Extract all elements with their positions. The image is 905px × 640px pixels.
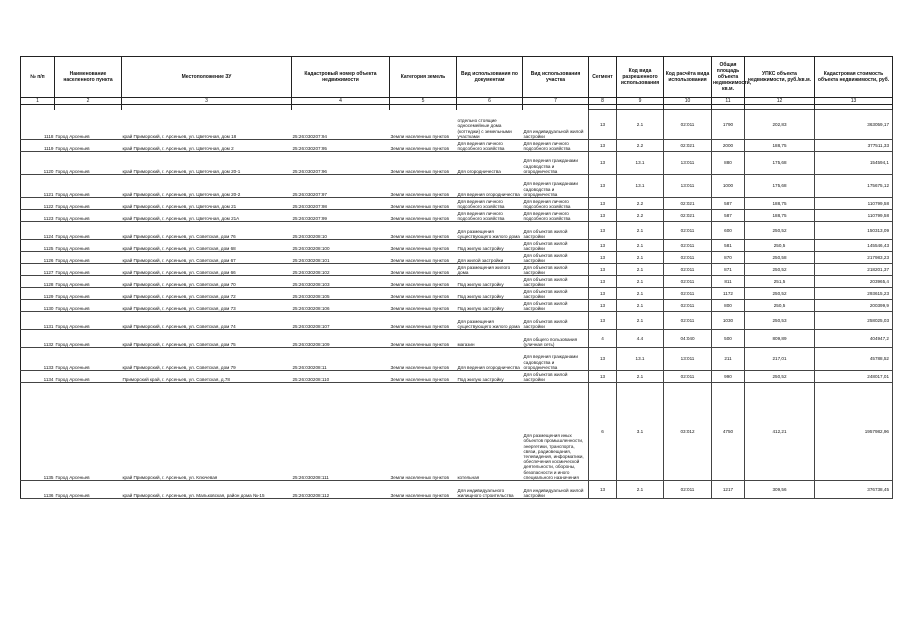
use-code-cell: 2.1: [617, 110, 664, 140]
segment-cell: 13: [589, 152, 617, 175]
table-row: [21, 481, 893, 499]
actual-use-cell: Для объектов жилой застройки: [523, 300, 589, 312]
header-cell: Кадастровая стоимость объекта недвижимости, руб.: [815, 57, 893, 98]
calc-code-cell: 02:011: [664, 240, 712, 252]
city-cell: Город Арсеньев: [55, 152, 122, 175]
cadastral-number-cell: 25:26:030208:10: [292, 222, 390, 240]
cadastral-cost-cell: 376738,45: [815, 481, 893, 499]
doc-use-cell: отдельно стоящие односемейные дома (коттеджи) с земельными участками: [457, 110, 523, 140]
area-cell: 1030: [712, 312, 745, 330]
segment-cell: 13: [589, 288, 617, 300]
city-cell: Город Арсеньев: [55, 276, 122, 288]
header-cell: УПКС объекта недвижимости, руб./кв.м.: [745, 57, 815, 98]
area-cell: 2000: [712, 140, 745, 152]
doc-use-cell: Под жилую застройку: [457, 288, 523, 300]
area-cell: 811: [712, 276, 745, 288]
land-category-cell: Земли населенных пунктов: [390, 383, 457, 481]
address-cell: край Приморский, г. Арсеньев, ул. Цветочная, дом 21А: [122, 210, 292, 222]
actual-use-cell: Для объектов жилой застройки: [523, 312, 589, 330]
upks-cell: 188,75: [745, 140, 815, 152]
cadastral-table-sheet: [20, 56, 892, 499]
land-category-cell: Земли населенных пунктов: [390, 252, 457, 264]
upks-cell: 175,68: [745, 152, 815, 175]
land-category-cell: Земли населенных пунктов: [390, 110, 457, 140]
cadastral-number-cell: 25:26:030208:106: [292, 300, 390, 312]
doc-use-cell: Для ведения огородничества: [457, 348, 523, 371]
doc-use-cell: Для ведения личного подсобного хозяйства: [457, 210, 523, 222]
column-number: 2: [55, 98, 122, 105]
use-code-cell: 2.1: [617, 264, 664, 276]
cadastral-cost-cell: 145546,43: [815, 240, 893, 252]
doc-use-cell: магазин: [457, 330, 523, 348]
address-cell: край Приморский, г. Арсеньев, ул. Мальковская, район дома №-15: [122, 481, 292, 499]
land-category-cell: Земли населенных пунктов: [390, 140, 457, 152]
upks-cell: 412,21: [745, 383, 815, 481]
cadastral-cost-cell: 110799,58: [815, 198, 893, 210]
segment-cell: 13: [589, 222, 617, 240]
land-category-cell: Земли населенных пунктов: [390, 300, 457, 312]
cadastral-cost-cell: 363059,17: [815, 110, 893, 140]
upks-cell: 217,01: [745, 348, 815, 371]
row-number: 1136: [21, 481, 55, 499]
cadastral-number-cell: 25:26:030207:96: [292, 152, 390, 175]
row-number: 1120: [21, 152, 55, 175]
upks-cell: 250,52: [745, 264, 815, 276]
cadastral-cost-cell: 293615,23: [815, 288, 893, 300]
header-cell: Кадастровый номер объекта недвижимости: [292, 57, 390, 98]
use-code-cell: 2.1: [617, 312, 664, 330]
doc-use-cell: Для огородничества: [457, 152, 523, 175]
use-code-cell: 2.1: [617, 371, 664, 383]
table-row: [21, 152, 893, 175]
segment-cell: 13: [589, 371, 617, 383]
actual-use-cell: Для индивидуальной жилой застройки: [523, 110, 589, 140]
calc-code-cell: 13:011: [664, 152, 712, 175]
upks-cell: 250,52: [745, 222, 815, 240]
city-cell: Город Арсеньев: [55, 348, 122, 371]
doc-use-cell: Под жилую застройку: [457, 276, 523, 288]
area-cell: 871: [712, 264, 745, 276]
actual-use-cell: Для объектов жилой застройки: [523, 276, 589, 288]
segment-cell: 13: [589, 210, 617, 222]
land-category-cell: Земли населенных пунктов: [390, 371, 457, 383]
land-category-cell: Земли населенных пунктов: [390, 276, 457, 288]
cadastral-cost-cell: 258025,03: [815, 312, 893, 330]
address-cell: край Приморский, г. Арсеньев, ул. Советская, дом 74: [122, 312, 292, 330]
cadastral-number-cell: 25:26:030208:109: [292, 330, 390, 348]
row-number: 1123: [21, 210, 55, 222]
header-cell: Вид использования участка: [523, 57, 589, 98]
cadastral-cost-cell: 248017,01: [815, 371, 893, 383]
cadastral-cost-cell: 1957982,96: [815, 383, 893, 481]
column-number: 3: [122, 98, 292, 105]
actual-use-cell: Для объектов жилой застройки: [523, 252, 589, 264]
area-cell: 4750: [712, 383, 745, 481]
land-category-cell: Земли населенных пунктов: [390, 222, 457, 240]
address-cell: край Приморский, г. Арсеньев, ул. Цветочная, дом 20-1: [122, 152, 292, 175]
actual-use-cell: Для объектов жилой застройки: [523, 264, 589, 276]
cadastral-number-cell: 25:26:030208:105: [292, 288, 390, 300]
segment-cell: 13: [589, 264, 617, 276]
cadastral-cost-cell: 175675,12: [815, 175, 893, 198]
row-number: 1135: [21, 383, 55, 481]
actual-use-cell: Для общего пользования (уличная сеть): [523, 330, 589, 348]
address-cell: край Приморский, г. Арсеньев, ул. Советская, дом 72: [122, 288, 292, 300]
calc-code-cell: 13:011: [664, 175, 712, 198]
address-cell: край Приморский, г. Арсеньев, ул. Советская, дом 76: [122, 222, 292, 240]
use-code-cell: 2.2: [617, 140, 664, 152]
use-code-cell: 13.1: [617, 348, 664, 371]
doc-use-cell: Под жилую застройку: [457, 240, 523, 252]
header-cell: № п/п: [21, 57, 55, 98]
calc-code-cell: 02:011: [664, 252, 712, 264]
column-number: 7: [523, 98, 589, 105]
row-number: 1130: [21, 300, 55, 312]
address-cell: край Приморский, г. Арсеньев, ул. Советская, дом 68: [122, 240, 292, 252]
area-cell: 600: [712, 222, 745, 240]
cadastral-number-cell: 25:26:030208:11: [292, 348, 390, 371]
cadastral-cost-cell: 154594,1: [815, 152, 893, 175]
segment-cell: 13: [589, 198, 617, 210]
area-cell: 1790: [712, 110, 745, 140]
actual-use-cell: Для ведения гражданами садоводства и огородничества: [523, 348, 589, 371]
land-category-cell: Земли населенных пунктов: [390, 152, 457, 175]
doc-use-cell: Для размещения жилого дома: [457, 264, 523, 276]
segment-cell: 4: [589, 330, 617, 348]
header-row: [21, 57, 893, 98]
cadastral-number-cell: 25:26:030207:99: [292, 210, 390, 222]
segment-cell: 13: [589, 300, 617, 312]
address-cell: край Приморский, г. Арсеньев, ул. Советская, дом 70: [122, 276, 292, 288]
upks-cell: 175,68: [745, 175, 815, 198]
column-number: 10: [664, 98, 712, 105]
use-code-cell: 2.1: [617, 300, 664, 312]
city-cell: Город Арсеньев: [55, 383, 122, 481]
calc-code-cell: 03:012: [664, 383, 712, 481]
city-cell: Город Арсеньев: [55, 264, 122, 276]
area-cell: 587: [712, 210, 745, 222]
cadastral-number-cell: 25:26:030208:111: [292, 383, 390, 481]
header-cell: Код вида разрешенного использования: [617, 57, 664, 98]
city-cell: Город Арсеньев: [55, 481, 122, 499]
actual-use-cell: Для ведения личного подсобного хозяйства: [523, 210, 589, 222]
table-body: [21, 110, 893, 499]
cadastral-cost-cell: 404947,2: [815, 330, 893, 348]
actual-use-cell: Для объектов жилой застройки: [523, 371, 589, 383]
table-row: [21, 312, 893, 330]
doc-use-cell: Для ведения личного подсобного хозяйства: [457, 140, 523, 152]
city-cell: Город Арсеньев: [55, 300, 122, 312]
row-number: 1118: [21, 110, 55, 140]
area-cell: 990: [712, 371, 745, 383]
column-number: 1: [21, 98, 55, 105]
calc-code-cell: 13:011: [664, 348, 712, 371]
city-cell: Город Арсеньев: [55, 312, 122, 330]
use-code-cell: 13.1: [617, 152, 664, 175]
land-category-cell: Земли населенных пунктов: [390, 264, 457, 276]
area-cell: 581: [712, 240, 745, 252]
doc-use-cell: Под жилую застройку: [457, 371, 523, 383]
segment-cell: 6: [589, 383, 617, 481]
cadastral-cost-cell: 110799,58: [815, 210, 893, 222]
actual-use-cell: Для ведения личного подсобного хозяйства: [523, 198, 589, 210]
table-row: [21, 175, 893, 198]
segment-cell: 13: [589, 110, 617, 140]
cadastral-number-cell: 25:26:030208:110: [292, 371, 390, 383]
land-category-cell: Земли населенных пунктов: [390, 348, 457, 371]
area-cell: 870: [712, 252, 745, 264]
table-row: [21, 383, 893, 481]
calc-code-cell: 04:040: [664, 330, 712, 348]
row-number: 1129: [21, 288, 55, 300]
header-cell: Местоположение ЗУ: [122, 57, 292, 98]
use-code-cell: 2.1: [617, 288, 664, 300]
address-cell: край Приморский, г. Арсеньев, ул. Цветочная, дом 21: [122, 198, 292, 210]
calc-code-cell: 02:021: [664, 210, 712, 222]
actual-use-cell: Для объектов жилой застройки: [523, 222, 589, 240]
column-number: 5: [390, 98, 457, 105]
upks-cell: 250,52: [745, 288, 815, 300]
upks-cell: 250,5: [745, 300, 815, 312]
column-number: 13: [815, 98, 893, 105]
area-cell: 1172: [712, 288, 745, 300]
upks-cell: 188,75: [745, 198, 815, 210]
doc-use-cell: Для ведения личного подсобного хозяйства: [457, 198, 523, 210]
calc-code-cell: 02:021: [664, 140, 712, 152]
cadastral-number-cell: 25:26:030208:103: [292, 276, 390, 288]
address-cell: край Приморский, г. Арсеньев, ул. Советская, дом 79: [122, 348, 292, 371]
row-number: 1128: [21, 276, 55, 288]
segment-cell: 13: [589, 312, 617, 330]
row-number: 1122: [21, 198, 55, 210]
table-row: [21, 276, 893, 288]
calc-code-cell: 02:011: [664, 288, 712, 300]
city-cell: Город Арсеньев: [55, 210, 122, 222]
segment-cell: 13: [589, 481, 617, 499]
actual-use-cell: Для ведения гражданами садоводства и огородничества: [523, 152, 589, 175]
address-cell: край Приморский, г. Арсеньев, ул. Цветочная, дом 20-2: [122, 175, 292, 198]
cadastral-table: [20, 56, 893, 499]
area-cell: 1217: [712, 481, 745, 499]
use-code-cell: 13.1: [617, 175, 664, 198]
cadastral-number-cell: 25:26:030208:101: [292, 252, 390, 264]
actual-use-cell: Для ведения гражданами садоводства и огородничества: [523, 175, 589, 198]
table-row: [21, 330, 893, 348]
land-category-cell: Земли населенных пунктов: [390, 198, 457, 210]
cadastral-cost-cell: 45788,52: [815, 348, 893, 371]
land-category-cell: Земли населенных пунктов: [390, 481, 457, 499]
calc-code-cell: 02:011: [664, 264, 712, 276]
cadastral-cost-cell: 218201,37: [815, 264, 893, 276]
address-cell: край Приморский, г. Арсеньев, ул. Цветочная, дом 18: [122, 110, 292, 140]
row-number: 1131: [21, 312, 55, 330]
cadastral-number-cell: 25:26:030207:95: [292, 140, 390, 152]
doc-use-cell: Для ведения огородничества: [457, 175, 523, 198]
use-code-cell: 2.2: [617, 198, 664, 210]
address-cell: край Приморский, г. Арсеньев, ул. Ключевая: [122, 383, 292, 481]
doc-use-cell: Для размещения существующего жилого дома: [457, 312, 523, 330]
table-row: [21, 371, 893, 383]
cadastral-cost-cell: 203965,4: [815, 276, 893, 288]
land-category-cell: Земли населенных пунктов: [390, 288, 457, 300]
column-number: 9: [617, 98, 664, 105]
header-cell: Категория земель: [390, 57, 457, 98]
city-cell: Город Арсеньев: [55, 288, 122, 300]
doc-use-cell: котельная: [457, 383, 523, 481]
land-category-cell: Земли населенных пунктов: [390, 330, 457, 348]
use-code-cell: 2.1: [617, 252, 664, 264]
table-row: [21, 288, 893, 300]
use-code-cell: 2.1: [617, 240, 664, 252]
actual-use-cell: Для индивидуальной жилой застройки: [523, 481, 589, 499]
land-category-cell: Земли населенных пунктов: [390, 240, 457, 252]
upks-cell: 809,89: [745, 330, 815, 348]
doc-use-cell: Для размещения существующего жилого дома: [457, 222, 523, 240]
use-code-cell: 2.1: [617, 276, 664, 288]
segment-cell: 13: [589, 348, 617, 371]
column-number: 4: [292, 98, 390, 105]
use-code-cell: 3.1: [617, 383, 664, 481]
address-cell: край Приморский, г. Арсеньев, ул. Советская, дом 75: [122, 330, 292, 348]
segment-cell: 13: [589, 276, 617, 288]
upks-cell: 188,75: [745, 210, 815, 222]
city-cell: Город Арсеньев: [55, 140, 122, 152]
actual-use-cell: Для объектов жилой застройки: [523, 240, 589, 252]
address-cell: Приморский край, г. Арсеньев, ул. Советская, д.78: [122, 371, 292, 383]
cadastral-number-cell: 25:26:030208:100: [292, 240, 390, 252]
doc-use-cell: Под жилую застройку: [457, 300, 523, 312]
calc-code-cell: 02:011: [664, 481, 712, 499]
upks-cell: 250,58: [745, 252, 815, 264]
cadastral-cost-cell: 217983,23: [815, 252, 893, 264]
row-number: 1133: [21, 348, 55, 371]
segment-cell: 13: [589, 240, 617, 252]
use-code-cell: 4.4: [617, 330, 664, 348]
row-number: 1124: [21, 222, 55, 240]
cadastral-number-cell: 25:26:030208:107: [292, 312, 390, 330]
land-category-cell: Земли населенных пунктов: [390, 175, 457, 198]
address-cell: край Приморский, г. Арсеньев, ул. Цветочная, дом 2: [122, 140, 292, 152]
header-cell: Наименование населенного пункта: [55, 57, 122, 98]
city-cell: Город Арсеньев: [55, 240, 122, 252]
land-category-cell: Земли населенных пунктов: [390, 210, 457, 222]
actual-use-cell: Для ведения личного подсобного хозяйства: [523, 140, 589, 152]
city-cell: Город Арсеньев: [55, 252, 122, 264]
row-number: 1134: [21, 371, 55, 383]
cadastral-cost-cell: 150313,09: [815, 222, 893, 240]
actual-use-cell: Для размещения иных объектов промышленности, энергетики, транспорта, связи, радиовещания, телевидения, информатики, обеспечения космической деятельности, обороны, безопасности и иного специального назначения: [523, 383, 589, 481]
cadastral-cost-cell: 200399,9: [815, 300, 893, 312]
column-number: 6: [457, 98, 523, 105]
table-row: [21, 222, 893, 240]
use-code-cell: 2.1: [617, 481, 664, 499]
row-number: 1119: [21, 140, 55, 152]
table-row: [21, 198, 893, 210]
address-cell: край Приморский, г. Арсеньев, ул. Советская, дом 73: [122, 300, 292, 312]
address-cell: край Приморский, г. Арсеньев, ул. Советская, дом 67: [122, 252, 292, 264]
column-number: 12: [745, 98, 815, 105]
use-code-cell: 2.1: [617, 222, 664, 240]
segment-cell: 13: [589, 252, 617, 264]
city-cell: Город Арсеньев: [55, 110, 122, 140]
calc-code-cell: 02:011: [664, 110, 712, 140]
upks-cell: 309,56: [745, 481, 815, 499]
calc-code-cell: 02:011: [664, 222, 712, 240]
upks-cell: 250,52: [745, 371, 815, 383]
table-row: [21, 240, 893, 252]
calc-code-cell: 02:021: [664, 198, 712, 210]
city-cell: Город Арсеньев: [55, 330, 122, 348]
upks-cell: 202,83: [745, 110, 815, 140]
upks-cell: 251,5: [745, 276, 815, 288]
table-row: [21, 300, 893, 312]
column-number: 8: [589, 98, 617, 105]
table-row: [21, 210, 893, 222]
doc-use-cell: Для индивидуального жилищного строительства: [457, 481, 523, 499]
cadastral-number-cell: 25:26:030208:102: [292, 264, 390, 276]
header-cell: Код расчёта вида использования: [664, 57, 712, 98]
city-cell: Город Арсеньев: [55, 175, 122, 198]
area-cell: 500: [712, 330, 745, 348]
row-number: 1121: [21, 175, 55, 198]
upks-cell: 250,53: [745, 312, 815, 330]
column-number: 11: [712, 98, 745, 105]
header-cell: Сегмент: [589, 57, 617, 98]
row-number: 1132: [21, 330, 55, 348]
calc-code-cell: 02:011: [664, 300, 712, 312]
area-cell: 587: [712, 198, 745, 210]
row-number: 1125: [21, 240, 55, 252]
area-cell: 880: [712, 152, 745, 175]
cadastral-number-cell: 25:26:030207:97: [292, 175, 390, 198]
actual-use-cell: Для объектов жилой застройки: [523, 288, 589, 300]
cadastral-number-cell: 25:26:030208:112: [292, 481, 390, 499]
table-row: [21, 252, 893, 264]
header-cell: Вид использования по документам: [457, 57, 523, 98]
table-row: [21, 110, 893, 140]
city-cell: Город Арсеньев: [55, 371, 122, 383]
upks-cell: 250,5: [745, 240, 815, 252]
row-number: 1126: [21, 252, 55, 264]
cadastral-cost-cell: 377511,33: [815, 140, 893, 152]
table-row: [21, 348, 893, 371]
city-cell: Город Арсеньев: [55, 222, 122, 240]
use-code-cell: 2.2: [617, 210, 664, 222]
cadastral-number-cell: 25:26:030207:94: [292, 110, 390, 140]
area-cell: 800: [712, 300, 745, 312]
land-category-cell: Земли населенных пунктов: [390, 312, 457, 330]
table-row: [21, 140, 893, 152]
segment-cell: 13: [589, 140, 617, 152]
city-cell: Город Арсеньев: [55, 198, 122, 210]
address-cell: край Приморский, г. Арсеньев, ул. Советская, дом 66: [122, 264, 292, 276]
calc-code-cell: 02:011: [664, 312, 712, 330]
area-cell: 1000: [712, 175, 745, 198]
area-cell: 211: [712, 348, 745, 371]
calc-code-cell: 02:011: [664, 276, 712, 288]
table-row: [21, 264, 893, 276]
row-number: 1127: [21, 264, 55, 276]
doc-use-cell: Для жилой застройки: [457, 252, 523, 264]
segment-cell: 13: [589, 175, 617, 198]
cadastral-number-cell: 25:26:030207:98: [292, 198, 390, 210]
header-cell: Общая площадь объекта недвижимости, кв.м.: [712, 57, 745, 98]
column-number-row: [21, 98, 893, 105]
calc-code-cell: 02:011: [664, 371, 712, 383]
